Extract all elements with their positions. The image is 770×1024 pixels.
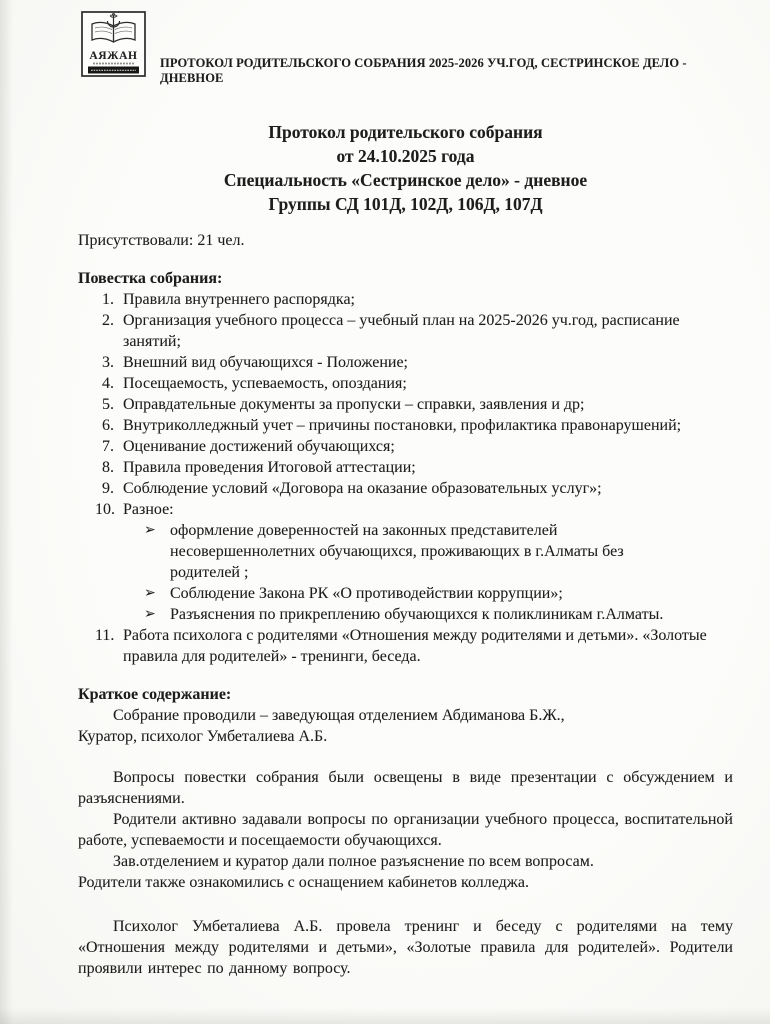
agenda-item-text: Разное: [123, 501, 174, 518]
agenda-item-number: 1. [102, 291, 114, 308]
agenda-sub-item [78, 604, 733, 625]
agenda-item [78, 499, 733, 520]
agenda-list [78, 289, 733, 667]
agenda-item-text: Правила проведения Итоговой аттестации; [123, 459, 416, 476]
agenda-item-number: 9. [102, 480, 114, 497]
doc-title-line-3: Специальность «Сестринское дело» - дневное [223, 170, 588, 190]
arrow-bullet-icon: ➢ [144, 585, 156, 601]
summary-paragraph: Родители также ознакомились с оснащением кабинетов колледжа. [78, 874, 529, 891]
agenda-item-text: Организация учебного процесса – учебный план на 2025-2026 уч.год, расписание занятий; [123, 312, 680, 350]
agenda-item-number: 5. [102, 396, 114, 413]
title-block [78, 120, 733, 216]
document-body [78, 120, 733, 979]
agenda-item-text: Правила внутреннего распорядка; [123, 291, 355, 308]
agenda-sub-item [78, 583, 733, 604]
logo-brand-text: АЯЖАН [89, 50, 138, 62]
agenda-item [78, 457, 733, 478]
agenda-item-text: Внутриколледжный учет – причины постановки, профилактика правонарушений; [123, 417, 682, 434]
agenda-item-text: Работа психолога с родителями «Отношения между родителями и детьми». «Золотые правила для родителей» - тренинги, беседа. [123, 627, 707, 665]
agenda-item-text: Соблюдение условий «Договора на оказание образовательных услуг»; [123, 480, 602, 497]
agenda-item [78, 352, 733, 373]
arrow-bullet-icon: ➢ [144, 606, 156, 622]
summary-paragraph: Куратор, психолог Умбеталиева А.Б. [78, 728, 328, 745]
agenda-item [78, 415, 733, 436]
college-logo [81, 11, 146, 77]
document-header-banner: ПРОТОКОЛ РОДИТЕЛЬСКОГО СОБРАНИЯ 2025-2026 УЧ.ГОД, СЕСТРИНСКОЕ ДЕЛО - ДНЕВНОЕ [160, 56, 687, 85]
summary-paragraph: Психолог Умбеталиева А.Б. провела тренинг и беседу с родителями на тему «Отношения между родителями и детьми», «Золотые правила для родителей». Родители проявили интерес по данному вопросу. [78, 918, 733, 977]
summary-paragraph: Собрание проводили – заведующая отделением Абдиманова Б.Ж., [113, 707, 565, 724]
agenda-item-number: 6. [102, 417, 114, 434]
agenda-item-number: 10. [95, 501, 115, 518]
agenda-sub-item [78, 520, 733, 583]
agenda-item [78, 478, 733, 499]
agenda-sub-item-text: Разъяснения по прикреплению обучающихся к поликлиникам г.Алматы. [170, 606, 664, 623]
agenda-item [78, 373, 733, 394]
agenda-item-text: Посещаемость, успеваемость, опоздания; [123, 375, 407, 392]
agenda-item-text: Оценивание достижений обучающихся; [123, 438, 395, 455]
agenda-item-number: 3. [102, 354, 114, 371]
summary-heading: Краткое содержание: [78, 686, 232, 703]
summary-paragraph: Вопросы повестки собрания были освещены в виде презентации с обсуждением и разъяснениями. [78, 769, 733, 807]
agenda-item-number: 7. [102, 438, 114, 455]
doc-title-line-4: Группы СД 101Д, 102Д, 106Д, 107Д [268, 194, 543, 214]
agenda-sub-item-text: Соблюдение Закона РК «О противодействии коррупции»; [170, 585, 563, 602]
agenda-item-number: 8. [102, 459, 114, 476]
agenda-item-text: Оправдательные документы за пропуски – справки, заявления и др; [123, 396, 585, 413]
agenda-item [78, 289, 733, 310]
agenda-item-text: Внешний вид обучающихся - Положение; [123, 354, 408, 371]
agenda-item [78, 394, 733, 415]
agenda-item-number: 2. [102, 312, 114, 329]
agenda-item [78, 310, 733, 352]
agenda-item-number: 4. [102, 375, 114, 392]
agenda-heading: Повестка собрания: [78, 270, 223, 287]
attendance-line: Присутствовали: 21 чел. [78, 232, 245, 249]
doc-title-line-2: от 24.10.2025 года [336, 146, 475, 166]
summary-paragraph: Родители активно задавали вопросы по организации учебного процесса, воспитательной работе, успеваемости и посещаемости обучающихся. [78, 811, 733, 849]
agenda-item [78, 436, 733, 457]
agenda-item [78, 625, 733, 667]
arrow-bullet-icon: ➢ [144, 522, 156, 538]
agenda-item-number: 11. [95, 627, 115, 644]
agenda-sub-item-text: оформление доверенностей на законных представителей несовершеннолетних обучающихся, проживающих в г.Алматы без родителей ; [170, 522, 624, 581]
summary-paragraph: Зав.отделением и куратор дали полное разъяснение по всем вопросам. [113, 853, 594, 870]
doc-title-line-1: Протокол родительского собрания [268, 122, 543, 142]
